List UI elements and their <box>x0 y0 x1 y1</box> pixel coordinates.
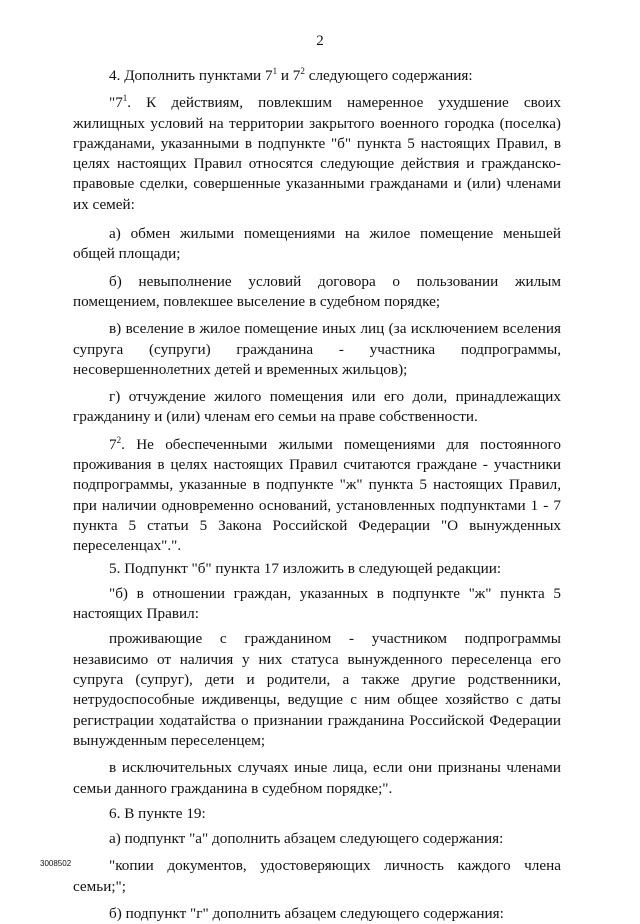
clause-7-1-text: . К действиям, повлекшим намеренное ухудшение своих жилищных условий на территории закрытого военного городка (поселка) гражданами, указанными в подпункте "б" пункта 5 настоящих Правил, в целях настоящих Правил относятся следующие действия и гражданско-правовые сделки, совершенные указанными гражданами и (или) членами их семей: <box>73 94 561 213</box>
clause-7-2-sup: 2 <box>116 434 122 445</box>
clause-7-1-sup: 1 <box>122 93 128 104</box>
clause-7-1 <box>73 93 561 215</box>
clause-7-2 <box>73 435 561 557</box>
item-4-sup1: 1 <box>272 66 278 76</box>
document-body <box>73 66 561 924</box>
subitem-g: г) отчуждение жилого помещения или его доли, принадлежащих гражданину и (или) членам его семьи на праве собственности. <box>73 388 561 426</box>
clause-7-2-text: . Не обеспеченными жилыми помещениями для постоянного проживания в целях настоящих Правил считаются граждане - участники подпрограммы, указанные в подпункте "ж" пункта 5 настоящих Правил, при наличии одновременно оснований, установленных подпунктами 1 - 7 пункта 5 статьи 5 Закона Российской Федерации "О вынужденных переселенцах".". <box>73 435 561 555</box>
item-4-tail: следующего содержания: <box>304 67 473 84</box>
item-5-subitem-b: "б) в отношении граждан, указанных в подпункте "ж" пункта 5 настоящих Правил: <box>73 584 561 623</box>
item-6-copies-paragraph: "копии документов, удостоверяющих личность каждого члена семьи;"; <box>73 857 561 895</box>
item-5-residents-paragraph: проживающие с гражданином - участником подпрограммы независимо от наличия у них статуса вынужденного переселенца его супруга (супруг), дети и родители, а также другие родственники, нетрудоспособные иждивенцы, ведущие с ним общее хозяйство с даты регистрации ходатайства о признании гражданина Российской Федерации вынужденным переселенцем; <box>73 630 561 749</box>
item-5-heading: 5. Подпункт "б" пункта 17 изложить в следующей редакции: <box>109 559 502 577</box>
item-4-lead: 4. Дополнить пунктами 7 <box>109 67 273 84</box>
item-4-sup2: 2 <box>300 66 305 76</box>
clause-7-2-lead: 7 <box>109 435 117 453</box>
item-6-subitem-a: а) подпункт "а" дополнить абзацем следующего содержания: <box>109 830 504 848</box>
subitem-v: в) вселение в жилое помещение иных лиц (за исключением вселения супруга (супруги) гражданина - участника подпрограммы, несовершеннолетних детей и временных жильцов); <box>73 320 561 378</box>
clause-7-1-lead: "7 <box>109 94 123 112</box>
subitem-b: б) невыполнение условий договора о пользовании жилым помещением, повлекшее выселение в судебном порядке; <box>73 272 561 310</box>
subitem-a: а) обмен жилыми помещениями на жилое помещение меньшей общей площади; <box>73 225 561 263</box>
document-code: 3008502 <box>40 859 72 868</box>
item-6-heading: 6. В пункте 19: <box>109 804 206 822</box>
item-4-mid: и 7 <box>277 67 301 84</box>
item-4-heading <box>73 66 561 86</box>
item-5-exceptional-paragraph: в исключительных случаях иные лица, если они признаны членами семьи данного гражданина в судебном порядке;". <box>73 759 561 797</box>
item-6-subitem-g: б) подпункт "г" дополнить абзацем следующего содержания: <box>109 904 504 922</box>
page-number: 2 <box>316 33 324 49</box>
